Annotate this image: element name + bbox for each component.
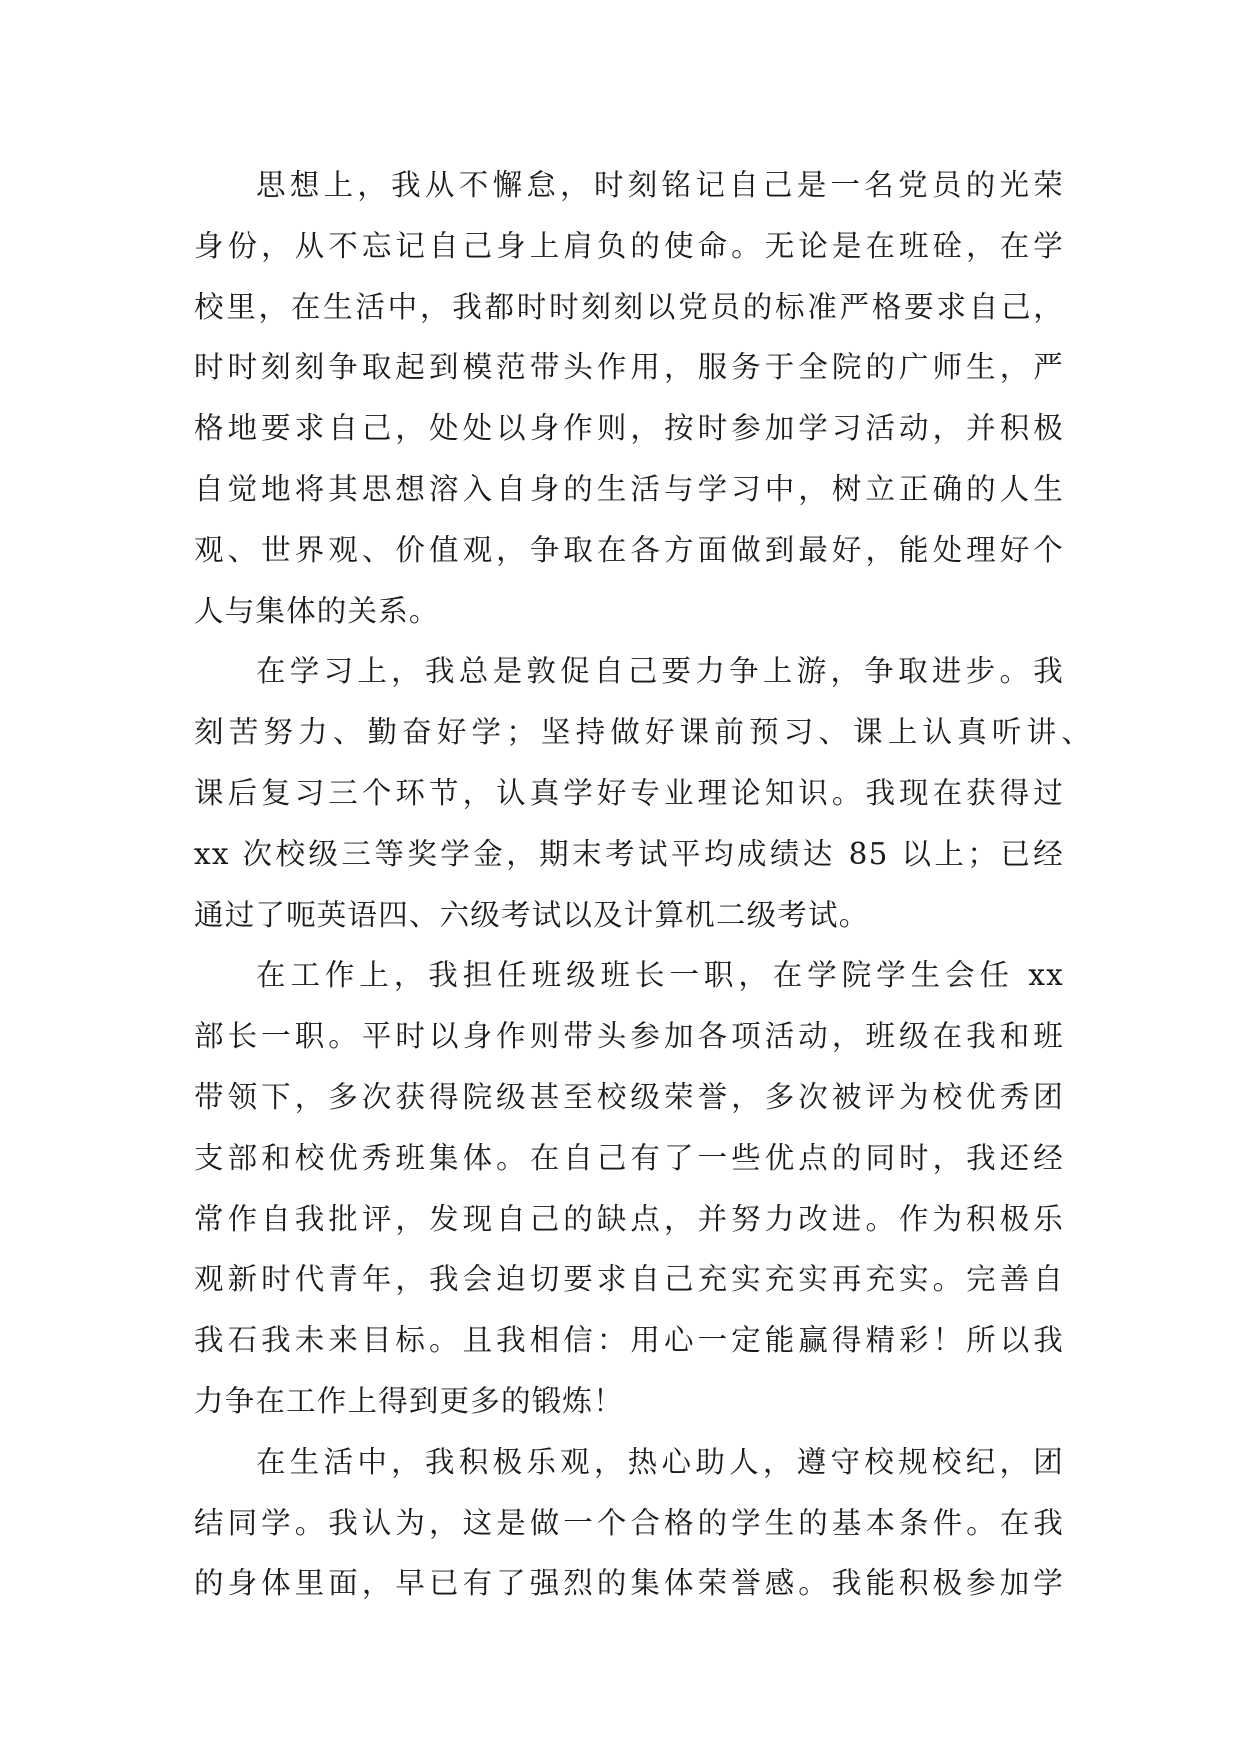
text-line: 在工作上，我担任班级班长一职，在学院学生会任 xx	[256, 958, 1064, 993]
text-line: xx 次校级三等奖学金，期末考试平均成绩达 85 以上；已经	[194, 836, 1064, 871]
text-line: 力争在工作上得到更多的锻炼！	[194, 1383, 624, 1418]
text-line: 在学习上，我总是敦促自己要力争上游，争取进步。我	[256, 654, 1064, 689]
text-line: 身份，从不忘记自己身上肩负的使命。无论是在班硂，在学	[194, 228, 1064, 263]
text-line: 观新时代青年，我会迫切要求自己充实充实再充实。完善自	[194, 1262, 1064, 1297]
text-line: 通过了呃英语四、六级考试以及计算机二级考试。	[194, 897, 870, 932]
text-line: 课后复习三个环节，认真学好专业理论知识。我现在获得过	[194, 775, 1064, 810]
text-line: 观、世界观、价值观，争取在各方面做到最好，能处理好个	[194, 532, 1064, 567]
paragraph-work	[194, 945, 1064, 1431]
text-line: 思想上，我从不懈怠，时刻铭记自己是一名党员的光荣	[256, 168, 1064, 202]
text-line: 带领下，多次获得院级甚至校级荣誉，多次被评为校优秀团	[194, 1079, 1064, 1114]
text-line: 支部和校优秀班集体。在自己有了一些优点的同时，我还经	[194, 1140, 1064, 1175]
text-line: 时时刻刻争取起到模范带头作用，服务于全院的广师生，严	[194, 350, 1064, 385]
text-line: 刻苦努力、勤奋好学；坚持做好课前预习、课上认真听讲、	[194, 715, 1092, 750]
text-line: 在生活中，我积极乐观，热心助人，遵守校规校纪，团	[256, 1444, 1064, 1479]
text-line: 结同学。我认为，这是做一个合格的学生的基本条件。在我	[194, 1505, 1064, 1540]
paragraph-study	[194, 641, 1092, 945]
text-line: 格地要求自己，处处以身作则，按时参加学习活动，并积极	[194, 411, 1064, 446]
text-line: 校里，在生活中，我都时时刻刻以党员的标准严格要求自己，	[194, 289, 1064, 324]
document-body	[194, 155, 1092, 1614]
text-line: 人与集体的关系。	[194, 593, 440, 628]
text-line: 自觉地将其思想溶入自身的生活与学习中，树立正确的人生	[194, 471, 1064, 506]
text-line: 的身体里面，早已有了强烈的集体荣誉感。我能积极参加学	[194, 1566, 1064, 1601]
paragraph-thought	[194, 155, 1064, 641]
text-line: 常作自我批评，发现自己的缺点，并努力改进。作为积极乐	[194, 1201, 1064, 1236]
paragraph-life	[194, 1432, 1064, 1614]
text-line: 我石我未来目标。且我相信：用心一定能赢得精彩！所以我	[194, 1323, 1064, 1358]
text-line: 部长一职。平时以身作则带头参加各项活动，班级在我和班	[194, 1019, 1064, 1054]
